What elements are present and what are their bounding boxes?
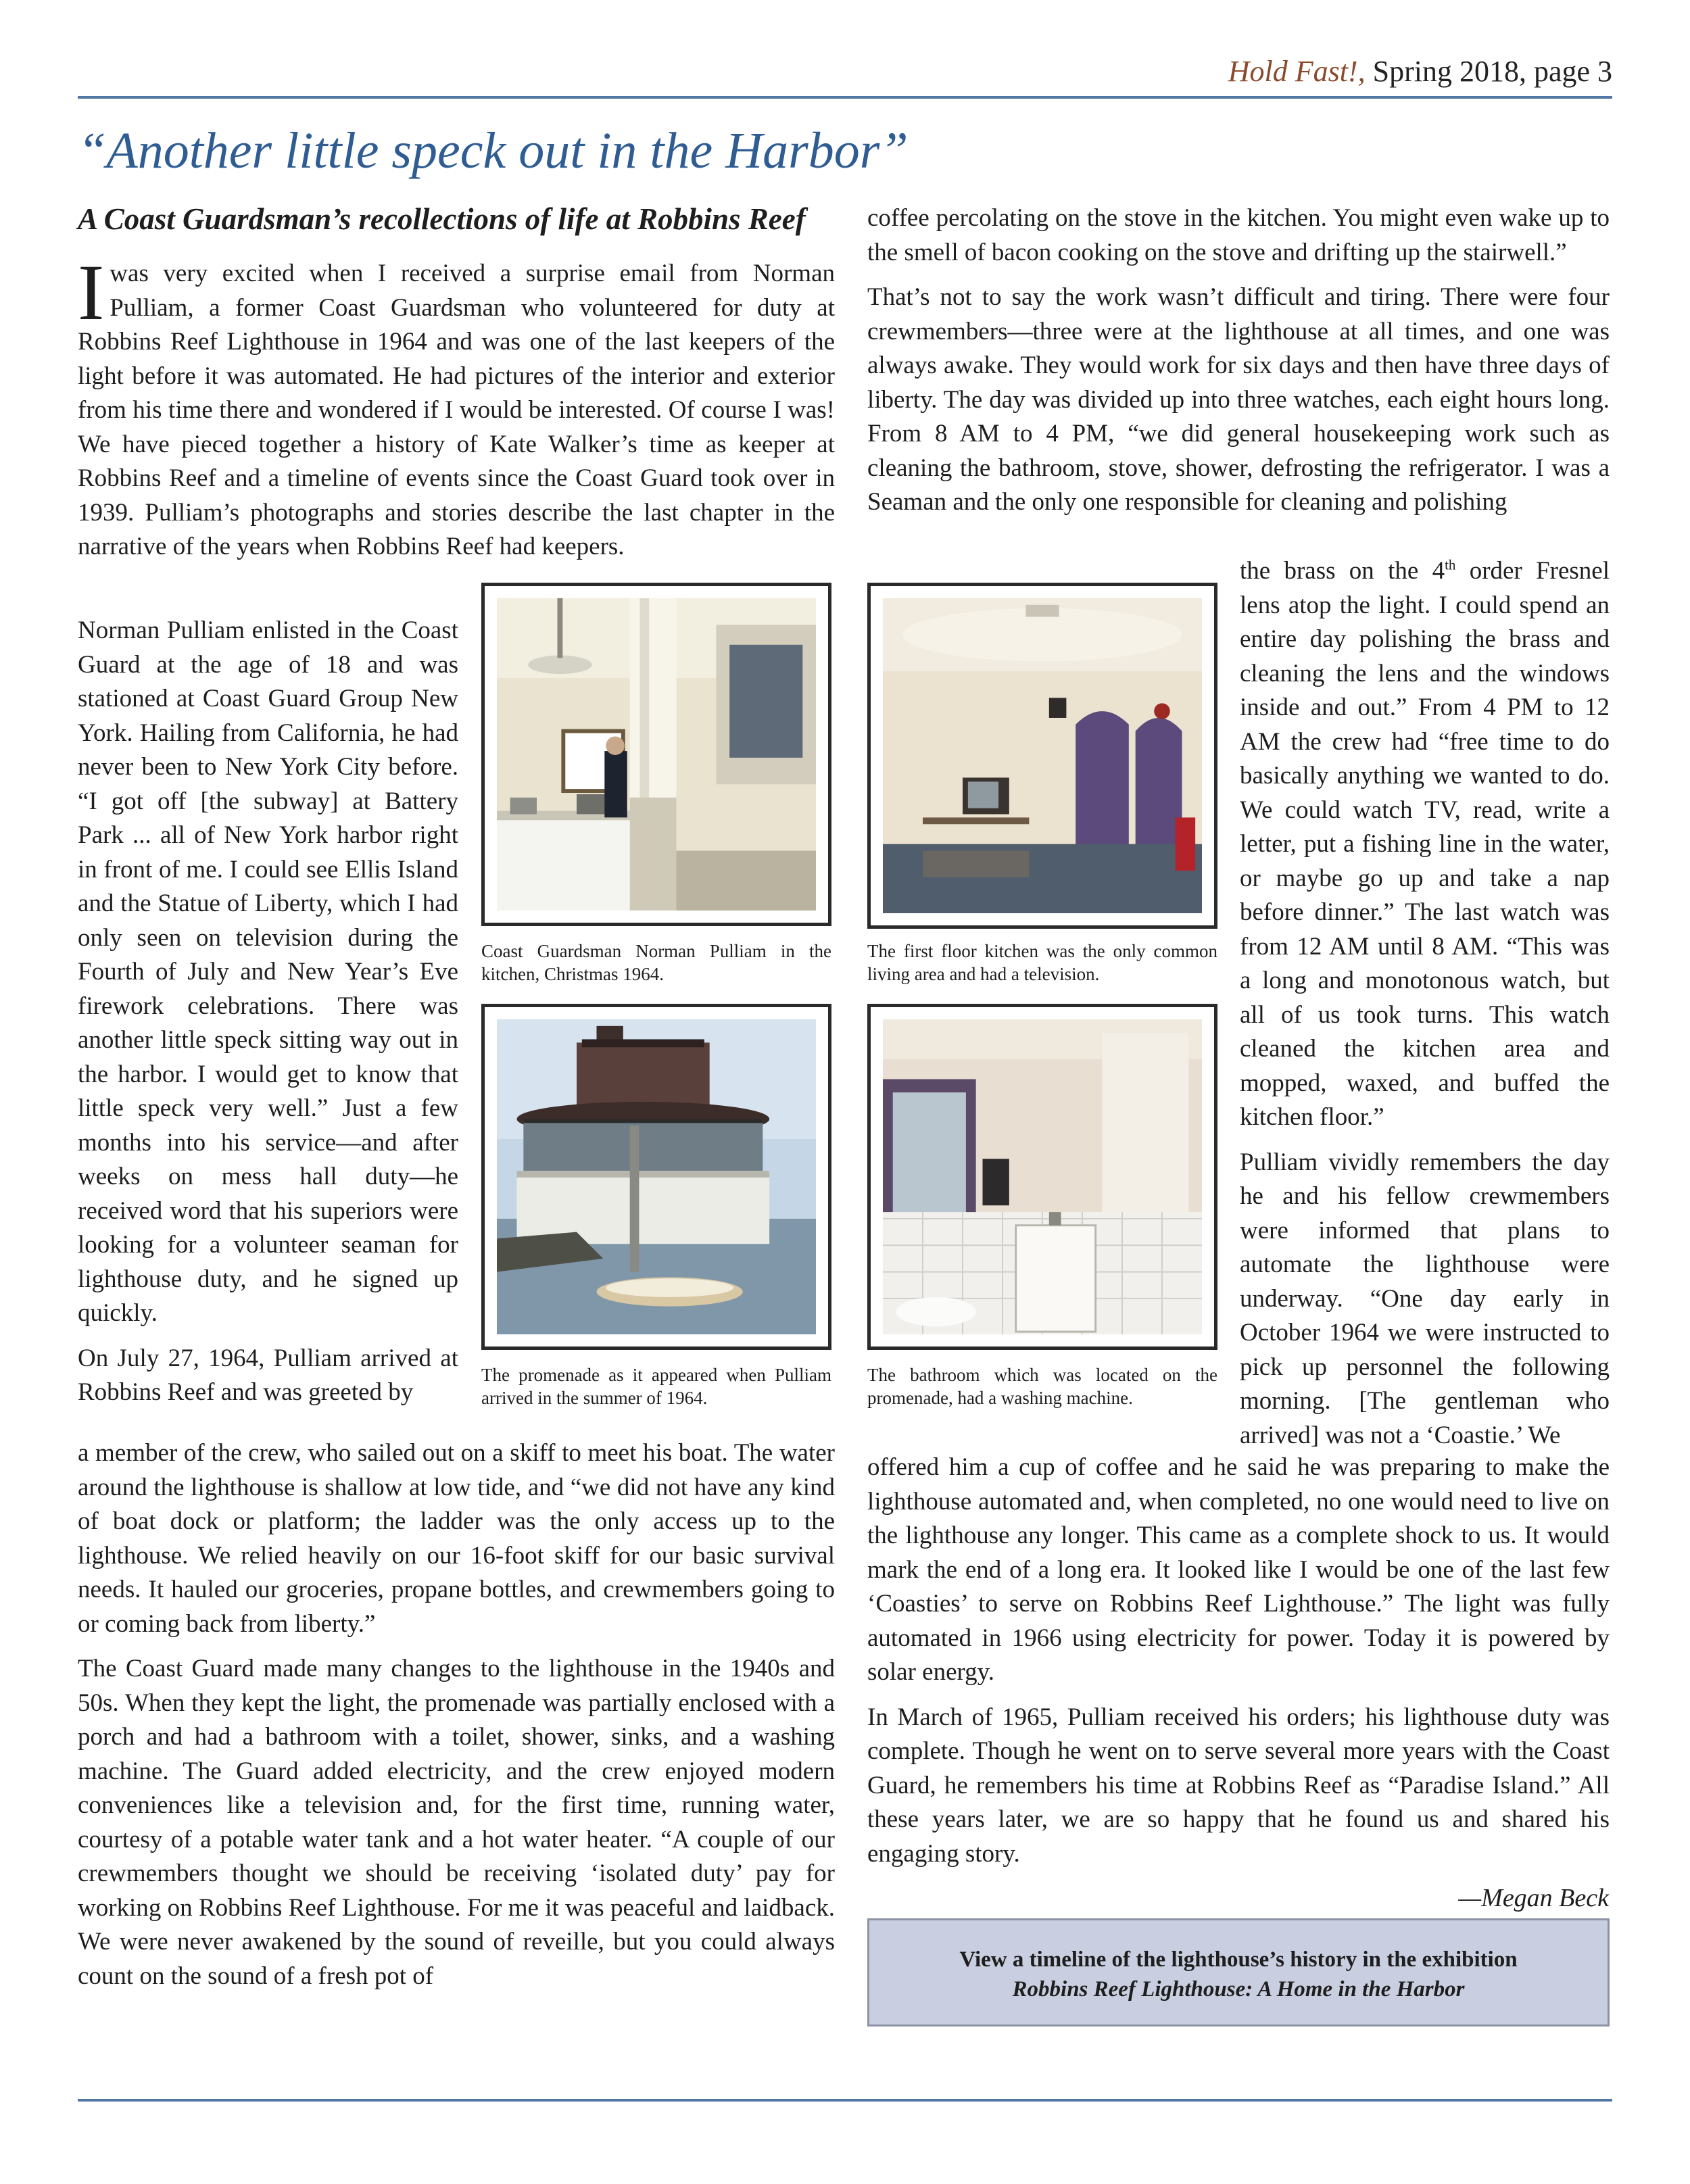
left-column-intro xyxy=(78,248,835,575)
paragraph-work-start: That’s not to say the work wasn’t difficult and tiring. There were four crewmembers—three were at the lighthouse at all times, and one was always awake. They would work for six days and then have three days of liberty. The day was divided up into three watches, each eight hours long. From 8 AM to 4 PM, “we did general housekeeping work such as cleaning the bathroom, stove, shower, defrosting the refrigerator. I was a Seaman and the only one responsible for cleaning and polishing xyxy=(867,283,1610,516)
left-column-narrow xyxy=(78,614,458,1421)
promenade-illustration xyxy=(497,1019,816,1334)
publication-name: Hold Fast!, xyxy=(1228,55,1366,88)
watches-text-post: order Fresnel lens atop the light. I could spend an entire day polishing the brass and cleaning the lens and the windows inside and out.” From 4 PM to 12 AM the crew had “free time to do basically anything we wanted to do. We could watch TV, read, write a letter, put a fishing line in the water, or maybe go up and take a nap before dinner.” The last watch was from 12 AM until 8 AM. “This was a long and monotonous watch, but all of us took turns. This watch cleaned the kitchen area and mopped, waxed, and buffed the kitchen floor.” xyxy=(1240,557,1610,1131)
caption-promenade: The promenade as it appeared when Pulliam arrived in the summer of 1964. xyxy=(481,1365,831,1408)
drop-cap: I xyxy=(78,248,105,337)
paragraph-automation-start: Pulliam vividly remembers the day he and his fellow crewmembers were informed that plans to automate the lighthouse were underway. “One day early in October 1964 we were instructed to pick up personnel the following morning. [The gentleman who arrived] was not a ‘Coastie.’ We xyxy=(1240,1148,1610,1449)
right-column-top xyxy=(867,201,1610,531)
article-subhead: A Coast Guardsman’s recollections of life at Robbins Reef xyxy=(78,202,806,236)
issue-info: Spring 2018, page 3 xyxy=(1372,55,1612,88)
living-area-image xyxy=(883,598,1202,913)
photo-promenade xyxy=(481,1004,831,1350)
paragraph-intro xyxy=(78,248,835,564)
paragraph-coffee: coffee percolating on the stove in the kitchen. You might even wake up to the smell of bacon cooking on the stove and drifting up the stairwell.” xyxy=(867,204,1610,266)
paragraph-enlistment: Norman Pulliam enlisted in the Coast Guard at the age of 18 and was stationed at Coast Guard Group New York. Hailing from California, he had never been to New York City before. “I got off [the subway] at Battery Park ... all of New York harbor right in front of me. I could see Ellis Island and the Statue of Liberty, which I had only seen on television during the Fourth of July and New Year’s Eve firework celebrations. There was another little speck sitting way out in the harbor. I would get to know that little speck very well.” Just a few months into his service—and after weeks on mess hall duty—he received word that his superiors were looking for a volunteer seaman for lighthouse duty, and he signed up quickly. xyxy=(78,616,458,1327)
caption-kitchen: Coast Guardsman Norman Pulliam in the kitchen, Christmas 1964. xyxy=(481,941,831,984)
ordinal-suffix: th xyxy=(1445,556,1456,573)
kitchen-image xyxy=(497,598,816,911)
paragraph-changes: The Coast Guard made many changes to the lighthouse in the 1940s and 50s. When they kept the light, the promenade was partially enclosed with a porch and had a bathroom with a toilet, shower, sinks, and a washing machine. The Guard added electricity, and the crew enjoyed modern conveniences like a television and, for the first time, running water, courtesy of a potable water tank and a hot water heater. “A couple of our crewmembers thought we should be receiving ‘isolated duty’ pay for working on Robbins Reef Lighthouse. For me it was peaceful and laidback. We were never awakened by the sound of reveille, but you could always count on the sound of a fresh pot of xyxy=(78,1655,835,1990)
photo-bathroom xyxy=(867,1004,1217,1350)
right-column-lower xyxy=(867,1451,1610,1882)
bottom-rule xyxy=(78,2099,1612,2102)
timeline-callout xyxy=(867,1918,1610,2027)
article-headline: “Another little speck out in the Harbor” xyxy=(78,122,909,179)
paragraph-arrival-cont: a member of the crew, who sailed out on a skiff to meet his boat. The water around the lighthouse is shallow at low tide, and “we did not have any kind of boat dock or platform; the ladder was the only access up to the lighthouse. We relied heavily on our 16-foot skiff for our basic survival needs. It hauled our groceries, propane bottles, and crewmembers going to or coming back from liberty.” xyxy=(78,1439,835,1638)
paragraph-automation-cont: offered him a cup of coffee and he said he was preparing to make the lighthouse automated and, when completed, no one would need to live on the lighthouse any longer. This came as a complete shock to us. It would mark the end of a long era. It looked like I would be one of the last few ‘Coasties’ to serve on Robbins Reef Lighthouse.” The light was fully automated in 1966 using electricity for power. Today it is powered by solar energy. xyxy=(867,1453,1610,1686)
timeline-callout-line1: View a timeline of the lighthouse’s history in the exhibition xyxy=(959,1947,1518,1972)
living-area-illustration xyxy=(883,598,1202,913)
right-column-narrow xyxy=(1240,554,1610,1463)
paragraph-arrival-start: On July 27, 1964, Pulliam arrived at Robbins Reef and was greeted by xyxy=(78,1344,458,1406)
photo-kitchen xyxy=(481,583,831,926)
timeline-callout-exhibition: Robbins Reef Lighthouse: A Home in the Harbor xyxy=(1012,1977,1465,2001)
author-signature: —Megan Beck xyxy=(1458,1884,1609,1912)
caption-living-area: The first floor kitchen was the only common living area and had a television. xyxy=(867,941,1217,984)
top-rule xyxy=(78,96,1612,99)
left-column-lower xyxy=(78,1436,835,2004)
bathroom-illustration xyxy=(883,1019,1202,1334)
paragraph-orders: In March of 1965, Pulliam received his orders; his lighthouse duty was complete. Though he went on to serve several more years with the Coast Guard, he remembers his time at Robbins Reef as “Paradise Island.” All these years later, we are so happy that he found us and shared his engaging story. xyxy=(867,1703,1610,1868)
paragraph-intro-text: was very excited when I received a surprise email from Norman Pulliam, a former Coast Guardsman who volunteered for duty at Robbins Reef Lighthouse in 1964 and was one of the last keepers of the light before it was automated. He had pictures of the interior and exterior from his time there and wondered if I would be interested. Of course I was! We have pieced together a history of Kate Walker’s time as keeper at Robbins Reef and a timeline of events since the Coast Guard took over in 1939. Pulliam’s photographs and stories describe the last chapter in the narrative of the years when Robbins Reef had keepers. xyxy=(78,260,835,560)
running-head xyxy=(1228,54,1612,89)
bathroom-image xyxy=(883,1019,1202,1334)
promenade-image xyxy=(497,1019,816,1334)
watches-text-pre: the brass on the 4 xyxy=(1240,557,1445,585)
photo-living-area xyxy=(867,583,1217,929)
kitchen-illustration xyxy=(497,598,816,911)
paragraph-watches xyxy=(1240,554,1610,1135)
caption-bathroom: The bathroom which was located on the promenade, had a washing machine. xyxy=(867,1365,1217,1408)
